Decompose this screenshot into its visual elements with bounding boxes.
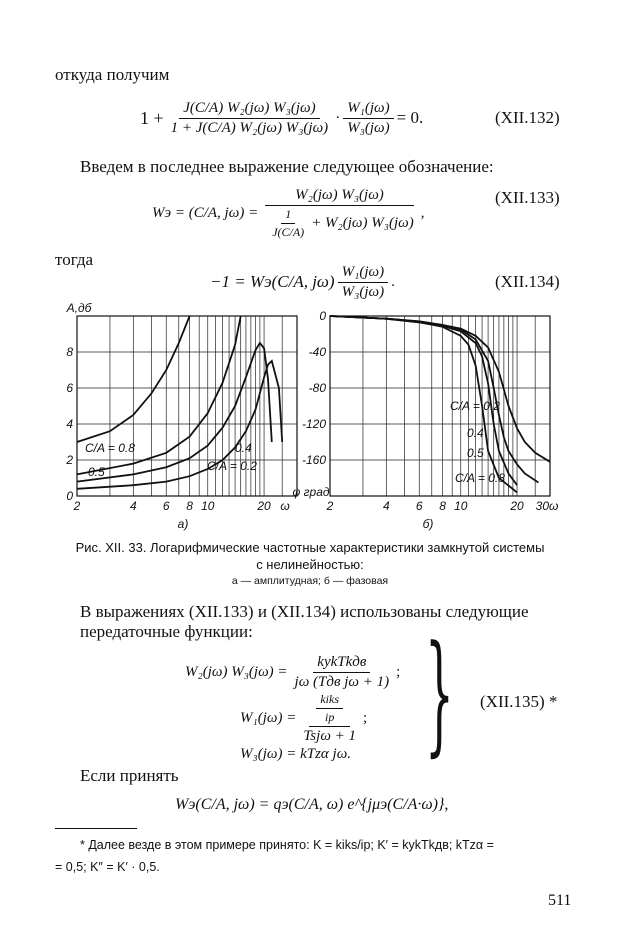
- intro-text: откуда получим: [55, 65, 170, 84]
- eq133-den-rest: + W₂(jω) W₃(jω): [311, 214, 414, 231]
- amp-x-tick-label: 2: [73, 499, 81, 513]
- eq134-label: (XII.134): [495, 272, 560, 291]
- eq135-a-numerator: kykTkдв: [313, 654, 370, 673]
- amp-x-axis-label: ω: [280, 499, 290, 513]
- phase-x-tick-label: 2: [326, 499, 334, 513]
- eq132-right-numerator: W₁(jω): [343, 100, 393, 119]
- phase-x-tick-label: 6: [415, 499, 423, 513]
- eq135-label: (XII.135) *: [480, 692, 558, 711]
- paragraph-135: В выражениях (XII.133) и (XII.134) использованы следующие передаточные функции:: [80, 602, 529, 641]
- figure-caption-2: с нелинейностью:: [256, 557, 364, 572]
- eq133-denominator: [261, 206, 418, 240]
- eq135-a-end: ;: [396, 663, 401, 680]
- eq133-den-frac-num: 1: [281, 207, 295, 224]
- phase-y-tick-label: 0: [319, 309, 326, 323]
- eq134-numerator: W₁(jω): [338, 264, 388, 283]
- phase-series-annotation: C/A = 0.8: [455, 471, 505, 485]
- amp-x-tick-label: 8: [186, 499, 193, 513]
- eq132-numerator: J(C/A) W₂(jω) W₃(jω): [179, 100, 319, 119]
- amp-y-axis-label: A,дб: [66, 301, 92, 315]
- equation-133: [152, 178, 424, 248]
- eq132-right-denominator: W₃(jω): [347, 119, 390, 136]
- eq132-denominator: 1 + J(C/A) W₂(jω) W₃(jω): [170, 119, 329, 136]
- amp-y-tick-label: 4: [66, 417, 73, 431]
- figure-caption-3: а — амплитудная; б — фазовая: [231, 575, 389, 587]
- right-brace: }: [425, 617, 454, 769]
- phase-y-tick-label: -40: [308, 345, 326, 359]
- eq132-dot: ·: [335, 109, 341, 126]
- phase-y-axis-label: φ град: [292, 485, 330, 499]
- phase-series-annotation: C/A = 0.2: [450, 399, 500, 413]
- amp-y-tick-label: 6: [66, 381, 73, 395]
- eq135-b-end: ;: [363, 709, 368, 726]
- amp-x-tick-label: 4: [129, 499, 137, 513]
- amp-series-annotation: 0.4: [235, 441, 252, 455]
- introduce-text: Введем в последнее выражение следующее обозначение:: [80, 157, 494, 176]
- phase-series-annotation: 0.4: [467, 426, 484, 440]
- amp-series-annotation: 0.5: [88, 465, 105, 479]
- eq135-c: W₃(jω) = kTzα jω.: [240, 746, 352, 762]
- amp-series-annotation: C/A = 0.2: [207, 459, 257, 473]
- eq136: Wэ(C/A, jω) = qэ(C/A, ω) e^{jμэ(C/A·ω)},: [175, 796, 449, 813]
- phase-y-tick-label: -80: [308, 381, 326, 395]
- eq132-label: (XII.132): [495, 108, 560, 127]
- phase-x-axis-label: 30ω: [535, 499, 559, 513]
- amp-x-tick-label: 10: [201, 499, 215, 513]
- eq134-denominator: W₃(jω): [341, 283, 385, 300]
- amp-x-tick-label: 6: [162, 499, 170, 513]
- eq135-b-num-num: kiks: [316, 692, 343, 709]
- then-text: тогда: [55, 250, 94, 269]
- eq133-comma: ,: [420, 204, 425, 221]
- chart-phase: [292, 309, 558, 531]
- eq135-b-denominator: Tsjω + 1: [303, 727, 357, 744]
- amp-y-tick-label: 2: [66, 453, 73, 467]
- footnote-rule: [55, 828, 137, 829]
- amp-x-tick-label: 20: [257, 499, 271, 513]
- eq134-lhs: −1 = Wэ(C/A, jω): [210, 272, 335, 291]
- figure-xii-33: [55, 300, 565, 540]
- eq135-a-lhs: W₂(jω) W₃(jω) =: [185, 663, 288, 680]
- footnote-line-2: = 0,5; K″ = K′ · 0,5.: [55, 860, 160, 874]
- eq135-a-denominator: jω (Tдв jω + 1): [294, 673, 390, 690]
- chart-amplitude: [65, 301, 297, 531]
- eq135-b: [240, 690, 367, 746]
- if-accept-text: Если принять: [80, 766, 179, 785]
- amp-panel-label: а): [177, 517, 189, 531]
- eq135-b-num-den: ip: [325, 709, 335, 724]
- phase-x-tick-label: 10: [454, 499, 468, 513]
- eq133-label: (XII.133): [495, 188, 560, 207]
- amp-y-tick-label: 0: [66, 489, 73, 503]
- eq135-b-lhs: W₁(jω) =: [240, 709, 297, 726]
- equation-134: [210, 260, 395, 304]
- phase-panel-label: б): [422, 517, 434, 531]
- eq132-rhs: = 0.: [396, 108, 424, 127]
- phase-x-tick-label: 4: [382, 499, 390, 513]
- phase-x-tick-label: 20: [510, 499, 524, 513]
- eq133-numerator: W₂(jω) W₃(jω): [265, 187, 414, 206]
- figure-caption-1: Рис. XII. 33. Логарифмические частотные характеристики замкнутой системы: [75, 540, 545, 555]
- amp-y-tick-label: 8: [66, 345, 73, 359]
- equation-132: [140, 88, 423, 148]
- footnote-line-1: * Далее везде в этом примере принято: K = kiks/ip; K′ = kykTkдв; kTzα =: [80, 838, 494, 852]
- eq135-b-numerator: [309, 692, 350, 727]
- page-number: 511: [548, 892, 572, 909]
- eq133-den-frac-den: J(C/A): [272, 224, 305, 239]
- eq135-a: [185, 648, 400, 696]
- phase-y-tick-label: -160: [301, 453, 326, 467]
- eq133-lhs: Wэ = (C/A, jω) =: [152, 204, 259, 221]
- amp-series-annotation: C/A = 0.8: [85, 441, 135, 455]
- phase-y-tick-label: -120: [301, 417, 326, 431]
- phase-x-tick-label: 8: [439, 499, 446, 513]
- phase-series-annotation: 0.5: [467, 446, 484, 460]
- eq132-one-plus: 1 +: [140, 107, 164, 128]
- eq134-dot: .: [391, 273, 395, 290]
